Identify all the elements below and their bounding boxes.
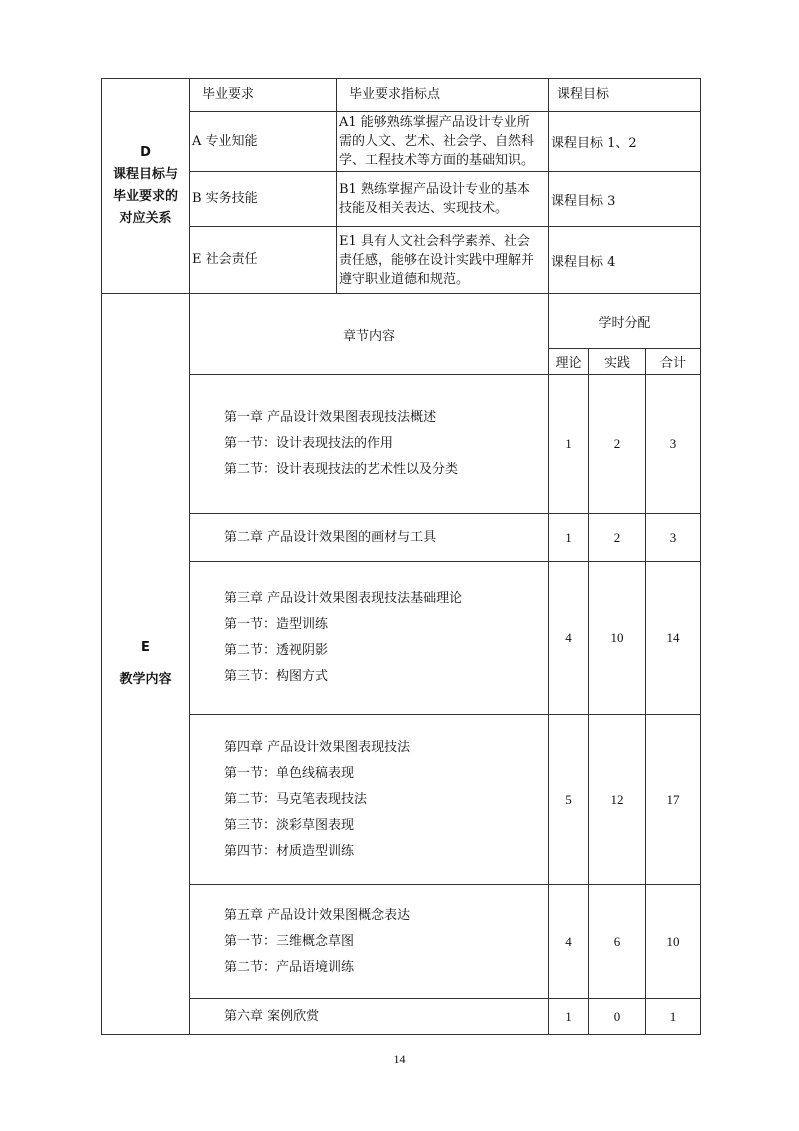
indicator-cell <box>337 112 549 172</box>
chapter-row <box>102 514 701 562</box>
theory-hours: 5 <box>549 715 589 885</box>
total-hours: 17 <box>646 715 701 885</box>
indicator-line: 学、工程技术等方面的基础知识。 <box>339 153 535 168</box>
practice-hours: 6 <box>589 885 646 999</box>
indicator-line: 遵守职业道德和规范。 <box>339 271 470 287</box>
header-indicator: 毕业要求指标点 <box>337 79 549 112</box>
chapter-line: 第一节：设计表现技法的作用 <box>224 436 394 451</box>
theory-hours: 1 <box>549 375 589 514</box>
section-d-label <box>102 79 190 294</box>
chapter-row <box>102 999 701 1035</box>
practice-hours: 10 <box>589 562 646 715</box>
practice-hours: 2 <box>589 375 646 514</box>
indicator-cell <box>337 172 549 227</box>
theory-hours: 1 <box>549 999 589 1035</box>
chapter-line: 第一节：三维概念草图 <box>224 933 355 949</box>
theory-hours: 4 <box>549 885 589 999</box>
chapter-line: 第二节：马克笔表现技法 <box>224 791 368 807</box>
practice-hours: 0 <box>589 999 646 1035</box>
section-e-letter: E <box>141 640 150 655</box>
goal-cell: 课程目标 1、2 <box>549 112 701 172</box>
goal-cell: 课程目标 3 <box>549 172 701 227</box>
chapter-content <box>190 514 549 562</box>
practice-hours: 12 <box>589 715 646 885</box>
chapter-line: 第三章 产品设计效果图表现技法基础理论 <box>224 591 463 606</box>
chapter-content <box>190 715 549 885</box>
requirement-cell: B 实务技能 <box>190 172 337 227</box>
header-chapter-content: 章节内容 <box>190 294 549 375</box>
chapter-row <box>102 375 701 514</box>
chapter-content <box>190 375 549 514</box>
requirement-cell: A 专业知能 <box>190 112 337 172</box>
theory-hours: 4 <box>549 562 589 715</box>
chapter-line: 第三节：构图方式 <box>224 669 329 684</box>
chapter-line: 第四章 产品设计效果图表现技法 <box>224 739 411 755</box>
indicator-line: 需的人文、艺术、社会学、自然科 <box>339 134 535 149</box>
d-row <box>102 227 701 294</box>
indicator-line: A1 能够熟练掌握产品设计专业所 <box>339 115 530 130</box>
d-row <box>102 172 701 227</box>
section-e-label <box>102 294 190 1035</box>
practice-hours: 2 <box>589 514 646 562</box>
chapter-line: 第二章 产品设计效果图的画材与工具 <box>224 529 437 545</box>
section-d-label-line: 课程目标与 <box>112 167 178 182</box>
chapter-line: 第六章 案例欣赏 <box>224 1008 320 1024</box>
header-goal: 课程目标 <box>549 79 701 112</box>
header-total: 合计 <box>646 349 701 375</box>
chapter-line: 第一节：单色线稿表现 <box>224 765 355 781</box>
chapter-line: 第一章 产品设计效果图表现技法概述 <box>224 410 437 425</box>
theory-hours: 1 <box>549 514 589 562</box>
indicator-line: 责任感，能够在设计实践中理解并 <box>339 252 535 268</box>
chapter-line: 第五章 产品设计效果图概念表达 <box>224 907 411 923</box>
d-row <box>102 112 701 172</box>
e-header-row <box>102 294 701 349</box>
total-hours: 14 <box>646 562 701 715</box>
header-practice: 实践 <box>589 349 646 375</box>
total-hours: 10 <box>646 885 701 999</box>
header-requirement: 毕业要求 <box>190 79 337 112</box>
goal-cell: 课程目标 4 <box>549 227 701 294</box>
header-hours: 学时分配 <box>549 294 701 349</box>
total-hours: 1 <box>646 999 701 1035</box>
section-d-label-line: 毕业要求的 <box>112 189 178 204</box>
total-hours: 3 <box>646 375 701 514</box>
section-d-letter: D <box>140 145 151 160</box>
header-theory: 理论 <box>549 349 589 375</box>
syllabus-page <box>101 78 700 1035</box>
indicator-cell <box>337 227 549 294</box>
chapter-content <box>190 885 549 999</box>
chapter-line: 第二节：产品语境训练 <box>224 959 355 975</box>
chapter-line: 第一节：造型训练 <box>224 617 329 632</box>
indicator-line: E1 具有人文社会科学素养、社会 <box>339 233 530 249</box>
page-number: 14 <box>393 1052 406 1066</box>
syllabus-table <box>101 78 701 1035</box>
d-header-row <box>102 79 701 112</box>
indicator-line: 技能及相关表达、实现技术。 <box>339 201 509 216</box>
chapter-row <box>102 562 701 715</box>
chapter-line: 第二节：设计表现技法的艺术性以及分类 <box>224 462 459 477</box>
requirement-cell: E 社会责任 <box>190 227 337 294</box>
section-e-label-text: 教学内容 <box>119 672 172 687</box>
indicator-line: B1 熟练掌握产品设计专业的基本 <box>339 182 530 197</box>
chapter-line: 第二节：透视阴影 <box>224 643 329 658</box>
section-d-label-line: 对应关系 <box>119 211 172 226</box>
chapter-row <box>102 885 701 999</box>
chapter-row <box>102 715 701 885</box>
chapter-content <box>190 999 549 1035</box>
chapter-line: 第四节：材质造型训练 <box>224 843 355 859</box>
total-hours: 3 <box>646 514 701 562</box>
chapter-content <box>190 562 549 715</box>
chapter-line: 第三节：淡彩草图表现 <box>224 817 355 833</box>
